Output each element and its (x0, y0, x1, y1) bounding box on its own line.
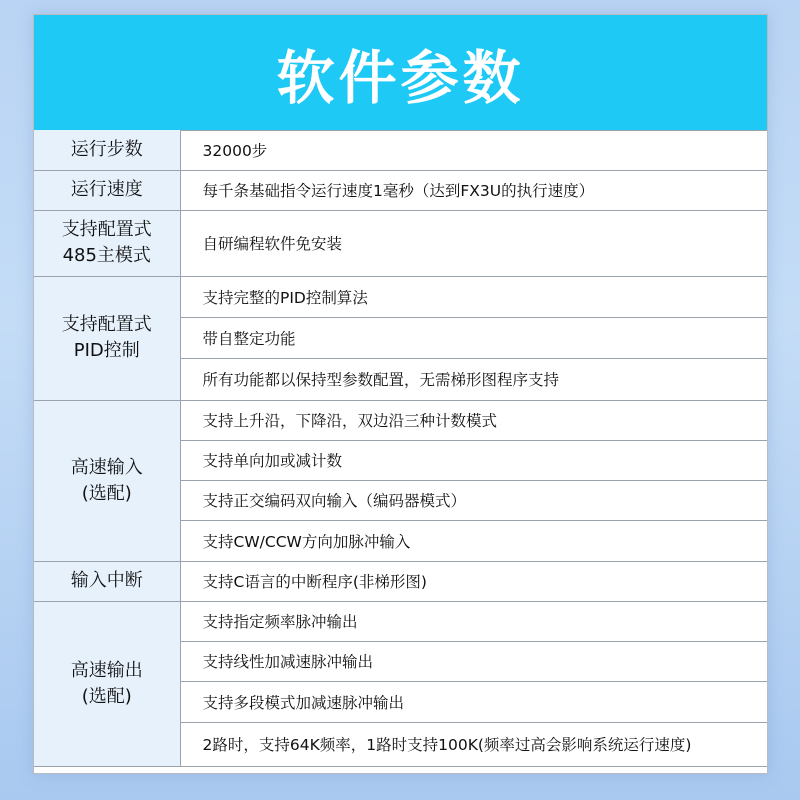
row-label (34, 276, 180, 400)
row-label-line: 运行速度 (70, 179, 143, 200)
table-row (34, 210, 767, 276)
title-banner (34, 15, 767, 131)
row-value: 支持C语言的中断程序(非梯形图) (180, 561, 767, 601)
row-label-line: 输入中断 (70, 570, 143, 591)
row-value: 支持正交编码双向输入（编码器模式） (180, 480, 767, 520)
row-value: 32000步 (180, 130, 767, 170)
row-value: 2路时，支持64K频率，1路时支持100K(频率过高会影响系统运行速度) (180, 722, 767, 766)
spec-card (33, 14, 768, 774)
row-label-line: 高速输出 (70, 659, 143, 681)
row-value: 支持完整的PID控制算法 (180, 276, 767, 317)
row-label-line: 支持配置式 (61, 314, 152, 335)
row-value: 所有功能都以保持型参数配置，无需梯形图程序支持 (180, 358, 767, 400)
row-label (34, 170, 180, 210)
row-label (34, 601, 180, 766)
row-label-line: 支持配置式 (61, 219, 152, 240)
row-label-line: 高速输入 (70, 456, 143, 478)
row-value: 带自整定功能 (180, 317, 767, 358)
row-label-line: 485主模式 (62, 245, 151, 266)
row-label (34, 400, 180, 561)
row-label (34, 561, 180, 601)
table-row (34, 400, 767, 440)
table-row (34, 276, 767, 317)
row-label (34, 210, 180, 276)
spec-table (34, 130, 767, 767)
table-row (34, 170, 767, 210)
row-label (34, 130, 180, 170)
row-label-line: 运行步数 (70, 138, 143, 160)
row-value: 支持指定频率脉冲输出 (180, 601, 767, 641)
row-value: 支持多段模式加减速脉冲输出 (180, 681, 767, 722)
row-value: 支持线性加减速脉冲输出 (180, 641, 767, 681)
row-value: 支持单向加或减计数 (180, 440, 767, 480)
row-value: 每千条基础指令运行速度1毫秒（达到FX3U的执行速度） (180, 170, 767, 210)
page-title: 软件参数 (276, 43, 525, 112)
row-label-line: PID控制 (73, 340, 140, 361)
table-row (34, 601, 767, 641)
row-label-line: (选配) (81, 482, 132, 504)
table-row (34, 130, 767, 170)
row-value: 支持CW/CCW方向加脉冲输入 (180, 520, 767, 561)
row-value: 自研编程软件免安装 (180, 210, 767, 276)
row-value: 支持上升沿，下降沿，双边沿三种计数模式 (180, 400, 767, 440)
row-label-line: (选配) (81, 685, 132, 707)
table-row (34, 561, 767, 601)
